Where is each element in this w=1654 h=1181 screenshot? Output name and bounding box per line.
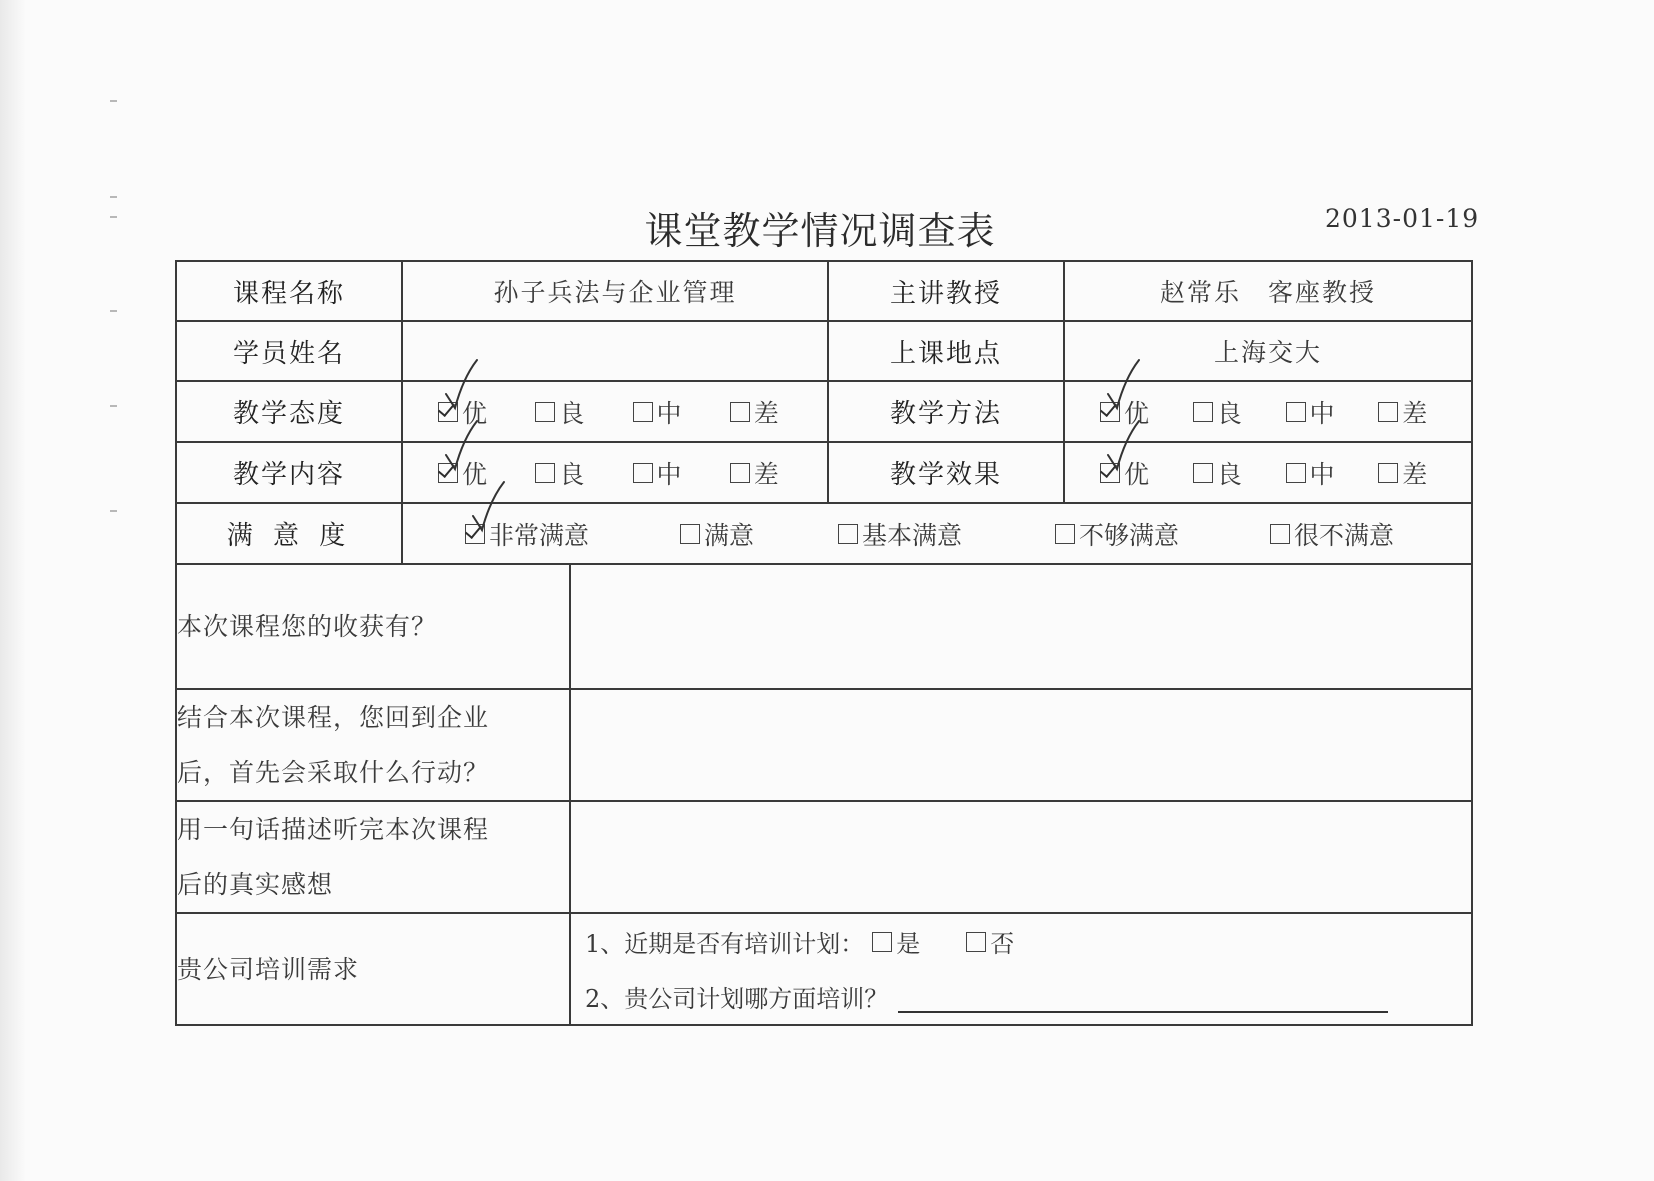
rating-option[interactable] <box>535 455 632 491</box>
lecturer-value[interactable]: 赵常乐 客座教授 <box>1064 261 1472 321</box>
rating-option-label: 优 <box>462 398 488 428</box>
rating-option-label: 良 <box>1216 459 1242 489</box>
course-name-label: 课程名称 <box>176 261 402 321</box>
checkbox[interactable] <box>1100 463 1120 483</box>
rating-group <box>403 455 827 491</box>
rating-group <box>1065 455 1471 491</box>
yes-label: 是 <box>896 930 921 958</box>
satisfaction-option[interactable] <box>465 516 680 552</box>
checkbox[interactable] <box>1378 402 1398 422</box>
rating-option-label: 良 <box>1216 398 1242 428</box>
teaching-attitude-label: 教学态度 <box>176 381 402 442</box>
margin-mark <box>110 100 117 102</box>
teaching-effect-label: 教学效果 <box>828 442 1064 503</box>
checkbox[interactable] <box>730 463 750 483</box>
rating-option-label: 中 <box>656 459 682 489</box>
question-training-need: 贵公司培训需求 <box>176 913 570 1025</box>
teaching-content-label: 教学内容 <box>176 442 402 503</box>
rating-option[interactable] <box>1100 394 1193 430</box>
rating-option[interactable] <box>438 455 535 491</box>
checkbox[interactable] <box>838 524 858 544</box>
checkbox[interactable] <box>535 402 555 422</box>
rating-option-label: 良 <box>559 398 585 428</box>
margin-mark <box>110 510 117 512</box>
row-satisfaction <box>176 503 1472 564</box>
training-area-question: 2、贵公司计划哪方面培训？ <box>585 985 889 1013</box>
checkbox[interactable] <box>680 524 700 544</box>
checkbox[interactable] <box>633 402 653 422</box>
training-area-line <box>571 969 1471 1024</box>
checkbox[interactable] <box>1270 524 1290 544</box>
rating-option[interactable] <box>633 394 730 430</box>
question-feeling-line2: 后的真实感想 <box>177 870 334 899</box>
satisfaction-label: 满 意 度 <box>176 503 402 564</box>
rating-option[interactable] <box>730 394 827 430</box>
rating-option[interactable] <box>1193 394 1286 430</box>
rating-group <box>1065 394 1471 430</box>
location-value[interactable]: 上海交大 <box>1064 321 1472 381</box>
rating-option-label: 中 <box>1309 398 1335 428</box>
rating-option[interactable] <box>535 394 632 430</box>
rating-option[interactable] <box>1100 455 1193 491</box>
answer-gain-field[interactable] <box>570 564 1472 689</box>
rating-option-label: 中 <box>1309 459 1335 489</box>
rating-option-label: 中 <box>656 398 682 428</box>
satisfaction-option-label: 基本满意 <box>862 520 963 550</box>
row-gain <box>176 564 1472 689</box>
satisfaction-option-label: 很不满意 <box>1294 520 1395 550</box>
scan-shadow <box>0 0 26 1181</box>
rating-option[interactable] <box>730 455 827 491</box>
row-feeling <box>176 801 1472 913</box>
rating-option[interactable] <box>1286 455 1379 491</box>
rating-option-label: 优 <box>462 459 488 489</box>
checkbox[interactable] <box>1286 402 1306 422</box>
rating-option-label: 差 <box>1402 459 1428 489</box>
rating-option[interactable] <box>1378 455 1471 491</box>
margin-mark <box>110 216 117 218</box>
checkbox[interactable] <box>1193 402 1213 422</box>
teaching-content-rating <box>402 442 828 503</box>
rating-option-label: 差 <box>753 398 779 428</box>
checkbox[interactable] <box>1055 524 1075 544</box>
checkbox[interactable] <box>465 524 485 544</box>
teaching-method-label: 教学方法 <box>828 381 1064 442</box>
answer-action-field[interactable] <box>570 689 1472 801</box>
row-training <box>176 913 1472 1025</box>
rating-option[interactable] <box>1193 455 1286 491</box>
student-name-label: 学员姓名 <box>176 321 402 381</box>
answer-feeling-field[interactable] <box>570 801 1472 913</box>
margin-mark <box>110 196 117 198</box>
rating-option-label: 差 <box>753 459 779 489</box>
checkbox[interactable] <box>1193 463 1213 483</box>
rating-option[interactable] <box>438 394 535 430</box>
question-action <box>176 689 570 801</box>
checkbox[interactable] <box>438 463 458 483</box>
checkbox[interactable] <box>438 402 458 422</box>
lecturer-label: 主讲教授 <box>828 261 1064 321</box>
satisfaction-option[interactable] <box>1055 516 1270 552</box>
satisfaction-option[interactable] <box>1270 516 1394 552</box>
rating-option-label: 优 <box>1124 398 1150 428</box>
training-need-answers <box>570 913 1472 1025</box>
satisfaction-option[interactable] <box>838 516 1055 552</box>
rating-option-label: 优 <box>1124 459 1150 489</box>
row-course <box>176 261 1472 321</box>
row-action <box>176 689 1472 801</box>
rating-option[interactable] <box>1378 394 1471 430</box>
teaching-attitude-rating <box>402 381 828 442</box>
rating-option-label: 差 <box>1402 398 1428 428</box>
satisfaction-option[interactable] <box>680 516 838 552</box>
location-label: 上课地点 <box>828 321 1064 381</box>
no-checkbox[interactable] <box>966 932 986 952</box>
rating-option[interactable] <box>1286 394 1379 430</box>
no-label: 否 <box>990 930 1015 958</box>
satisfaction-option-label: 非常满意 <box>489 520 590 550</box>
checkbox[interactable] <box>1378 463 1398 483</box>
rating-option-label: 良 <box>559 459 585 489</box>
training-area-input[interactable] <box>898 981 1388 1013</box>
survey-table <box>175 260 1473 1026</box>
question-feeling <box>176 801 570 913</box>
question-action-line2: 后，首先会采取什么行动？ <box>177 758 490 787</box>
margin-mark <box>110 310 117 312</box>
satisfaction-group <box>403 516 1471 552</box>
student-name-field[interactable] <box>402 321 828 381</box>
row-student <box>176 321 1472 381</box>
rating-group <box>403 394 827 430</box>
checkbox[interactable] <box>1100 402 1120 422</box>
question-gain: 本次课程您的收获有？ <box>176 564 570 689</box>
satisfaction-option-label: 满意 <box>704 520 755 550</box>
margin-mark <box>110 405 117 407</box>
training-plan-question: 1、近期是否有培训计划： <box>585 930 865 958</box>
checkbox[interactable] <box>730 402 750 422</box>
form-date: 2013-01-19 <box>1325 204 1480 233</box>
yes-checkbox[interactable] <box>872 932 892 952</box>
checkbox[interactable] <box>633 463 653 483</box>
question-action-line1: 结合本次课程，您回到企业 <box>177 703 490 732</box>
row-content-effect <box>176 442 1472 503</box>
course-name-value[interactable]: 孙子兵法与企业管理 <box>402 261 828 321</box>
satisfaction-rating <box>402 503 1472 564</box>
satisfaction-option-label: 不够满意 <box>1079 520 1180 550</box>
checkbox[interactable] <box>535 463 555 483</box>
checkbox[interactable] <box>1286 463 1306 483</box>
teaching-effect-rating <box>1064 442 1472 503</box>
question-feeling-line1: 用一句话描述听完本次课程 <box>177 815 490 844</box>
form-title: 课堂教学情况调查表 <box>644 209 996 253</box>
teaching-method-rating <box>1064 381 1472 442</box>
row-attitude-method <box>176 381 1472 442</box>
rating-option[interactable] <box>633 455 730 491</box>
training-plan-line <box>571 914 1471 969</box>
